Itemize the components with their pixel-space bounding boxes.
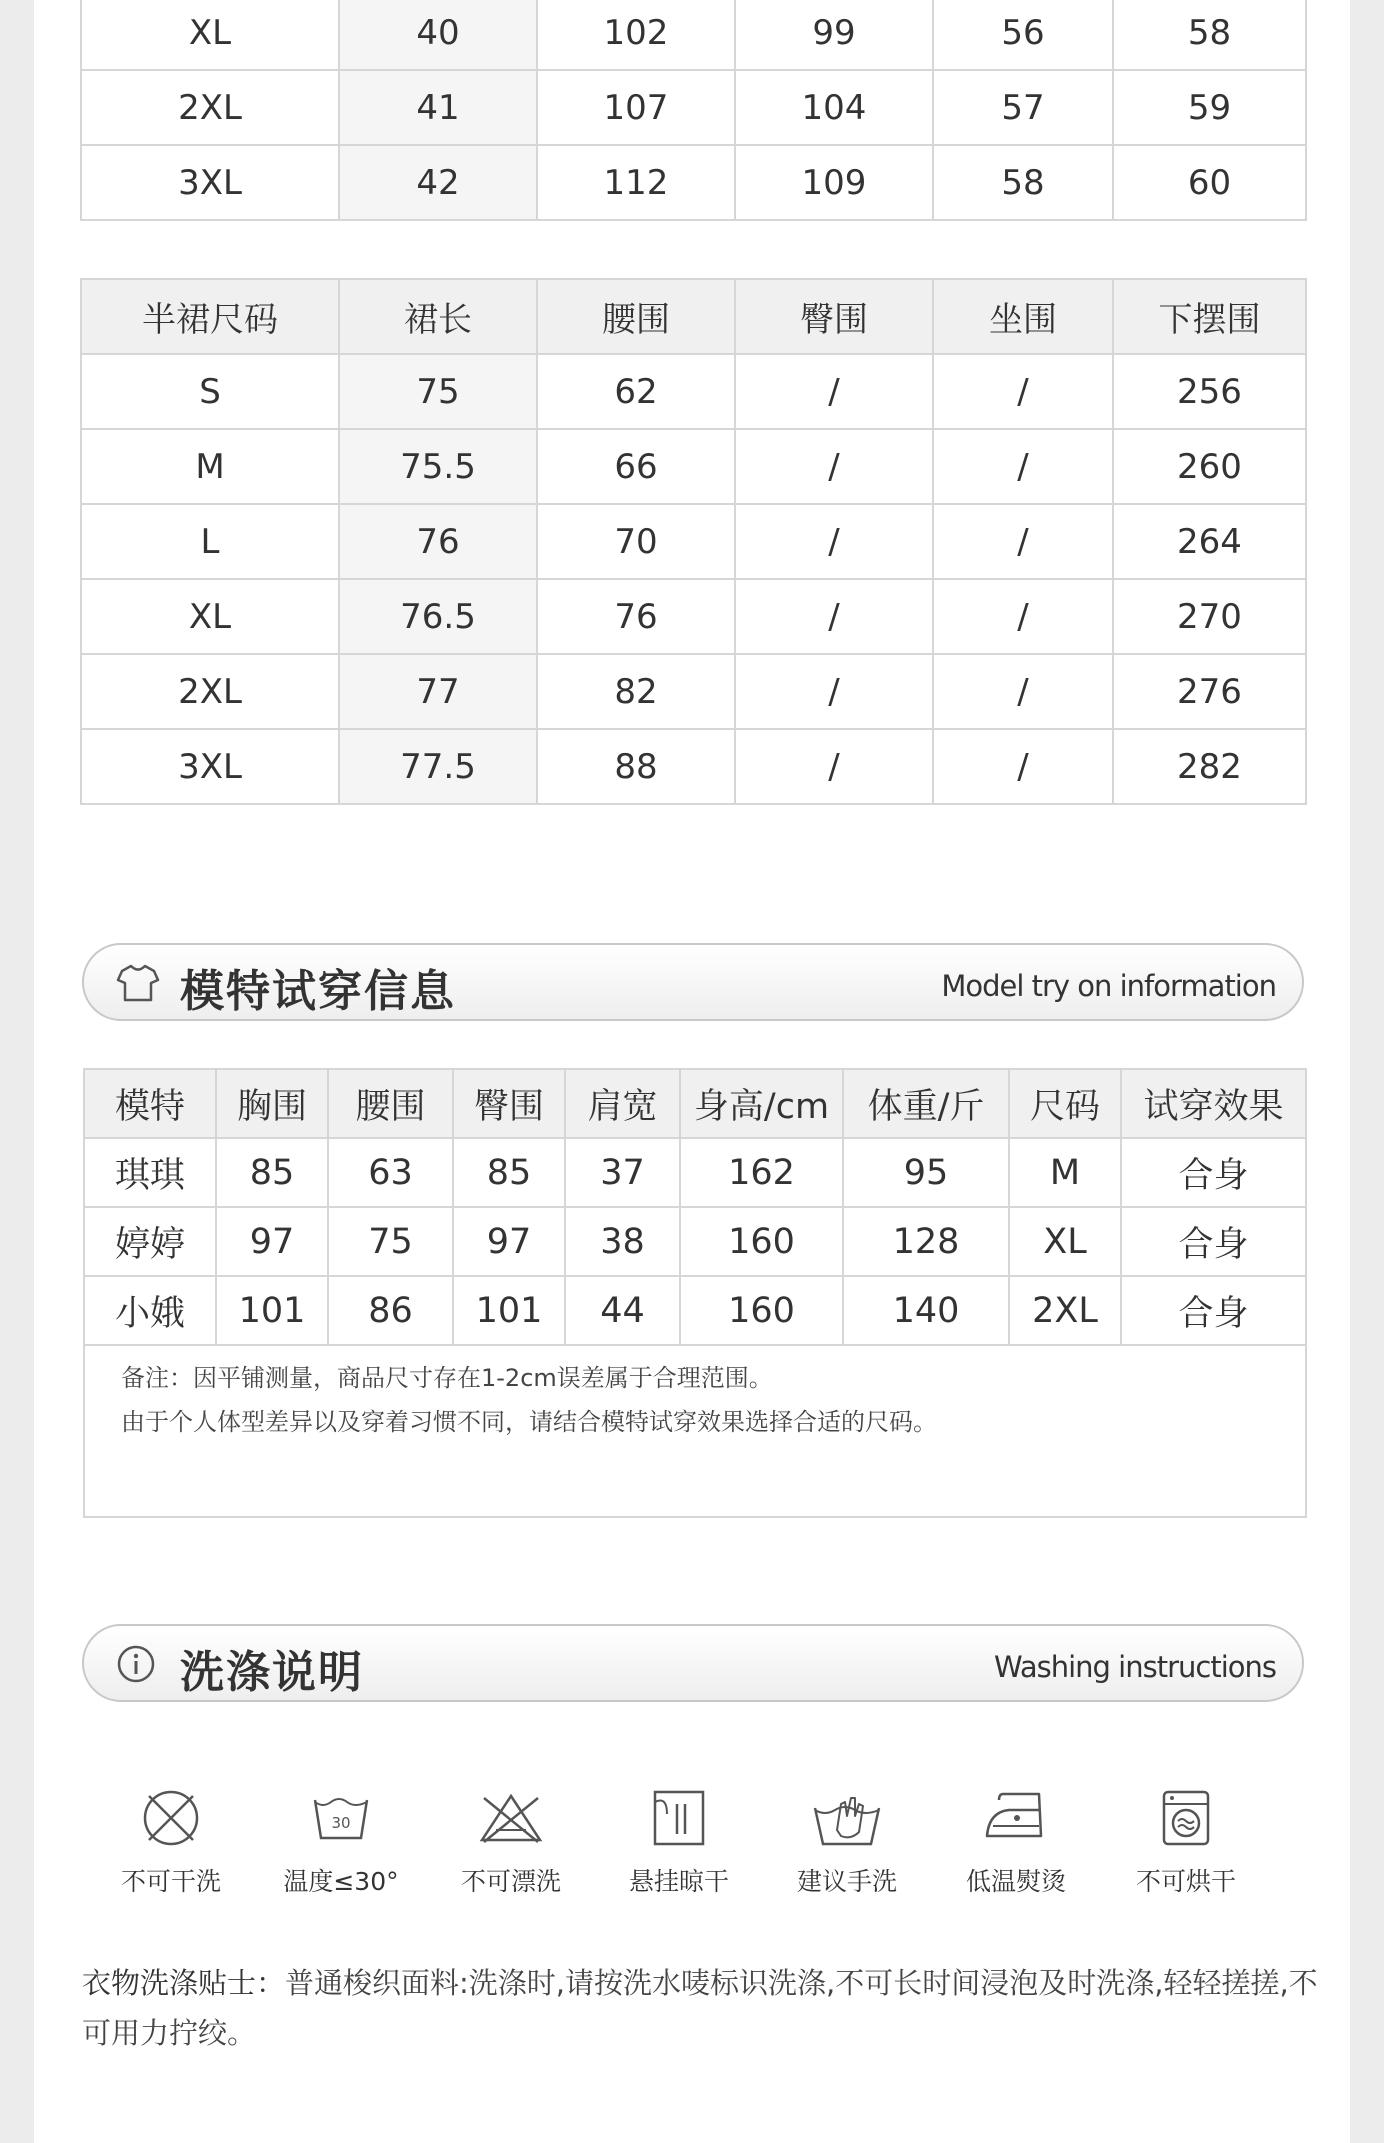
table-cell: 160 [680,1207,843,1276]
table-cell: 77 [339,654,537,729]
product-detail-page [34,0,1350,2143]
table-cell: XL [1009,1207,1121,1276]
table-cell: 42 [339,145,537,220]
column-header: 模特 [84,1069,216,1138]
no-tumble-dry-icon [1154,1786,1218,1850]
size-cell: 2XL [81,70,339,145]
model-info-banner [82,943,1304,1021]
size-cell: 2XL [81,654,339,729]
care-item [96,1786,246,1898]
table-cell: / [933,654,1113,729]
table-cell: 270 [1113,579,1306,654]
table-row [81,579,1306,654]
table-cell: 97 [216,1207,328,1276]
size-cell: 3XL [81,145,339,220]
table-cell: 101 [453,1276,565,1345]
model-name-cell: 婷婷 [84,1207,216,1276]
table-cell: 合身 [1121,1207,1306,1276]
care-item [266,1786,416,1898]
table-cell: 58 [933,145,1113,220]
table-cell: 58 [1113,0,1306,70]
care-label: 不可干洗 [120,1867,221,1896]
table-cell: 162 [680,1138,843,1207]
table-cell: 85 [216,1138,328,1207]
table-cell: 38 [565,1207,680,1276]
table-cell: 57 [933,70,1113,145]
section-subtitle: Model try on information [941,969,1276,1003]
column-header: 身高/cm [680,1069,843,1138]
size-note [84,1345,1306,1517]
table-cell: 76 [339,504,537,579]
table-cell: 59 [1113,70,1306,145]
column-header: 试穿效果 [1121,1069,1306,1138]
table-cell: / [933,429,1113,504]
table-cell: / [933,579,1113,654]
size-table-top [80,0,1307,221]
table-cell: 276 [1113,654,1306,729]
size-cell: S [81,354,339,429]
note-line: 由于个人体型差异以及穿着习惯不同，请结合模特试穿效果选择合适的尺码。 [121,1408,937,1436]
care-label: 低温熨烫 [965,1867,1066,1896]
column-header: 臀围 [735,279,933,354]
table-cell: M [1009,1138,1121,1207]
table-cell: 104 [735,70,933,145]
size-cell: M [81,429,339,504]
table-cell: 107 [537,70,735,145]
section-title: 模特试穿信息 [180,966,456,1017]
section-subtitle: Washing instructions [994,1650,1276,1684]
wash-tip [82,1958,1342,2058]
care-label: 建议手洗 [796,1867,897,1896]
table-row [81,354,1306,429]
table-row [81,654,1306,729]
care-item [772,1786,922,1898]
model-name-cell: 琪琪 [84,1138,216,1207]
no-dry-clean-icon [139,1786,203,1850]
column-header: 坐围 [933,279,1113,354]
care-item [604,1786,754,1898]
low-iron-icon [981,1786,1051,1850]
shirt-icon [116,963,160,1007]
table-row [81,145,1306,220]
table-header-row [81,279,1306,354]
table-cell: 76 [537,579,735,654]
table-cell: 75 [328,1207,453,1276]
table-cell: 75 [339,354,537,429]
table-cell: 99 [735,0,933,70]
column-header: 裙长 [339,279,537,354]
info-icon [116,1644,156,1688]
table-cell: 101 [216,1276,328,1345]
care-label: 悬挂晾干 [628,1867,729,1896]
table-cell: 56 [933,0,1113,70]
table-cell: 66 [537,429,735,504]
table-cell: 77.5 [339,729,537,804]
model-name-cell: 小娥 [84,1276,216,1345]
care-item [436,1786,586,1898]
table-row [84,1276,1306,1345]
column-header: 腰围 [537,279,735,354]
note-row [84,1345,1306,1517]
care-label: 温度≤30° [283,1867,399,1896]
table-row [81,504,1306,579]
wash-30-icon [309,1786,373,1850]
table-cell: 62 [537,354,735,429]
table-cell: 97 [453,1207,565,1276]
column-header: 下摆围 [1113,279,1306,354]
column-header: 腰围 [328,1069,453,1138]
table-cell: 76.5 [339,579,537,654]
model-try-on-table [83,1068,1307,1518]
table-cell: 2XL [1009,1276,1121,1345]
table-cell: 260 [1113,429,1306,504]
column-header: 半裙尺码 [81,279,339,354]
no-bleach-icon [476,1786,546,1850]
table-cell: / [933,354,1113,429]
table-cell: / [735,354,933,429]
table-cell: 合身 [1121,1138,1306,1207]
table-cell: 86 [328,1276,453,1345]
hand-wash-icon [811,1786,883,1850]
note-line: 备注：因平铺测量，商品尺寸存在1-2cm误差属于合理范围。 [121,1364,773,1392]
care-item [1111,1786,1261,1898]
table-cell: / [735,654,933,729]
table-cell: / [735,429,933,504]
table-cell: / [933,504,1113,579]
table-cell: 88 [537,729,735,804]
table-cell: 264 [1113,504,1306,579]
table-cell: 256 [1113,354,1306,429]
table-cell: 160 [680,1276,843,1345]
skirt-size-table [80,278,1307,805]
table-cell: / [735,504,933,579]
table-cell: 63 [328,1138,453,1207]
table-row [84,1207,1306,1276]
care-icons-row [96,1786,1296,1906]
table-cell: 60 [1113,145,1306,220]
column-header: 肩宽 [565,1069,680,1138]
table-cell: / [933,729,1113,804]
column-header: 胸围 [216,1069,328,1138]
table-cell: 75.5 [339,429,537,504]
table-cell: 128 [843,1207,1009,1276]
size-cell: 3XL [81,729,339,804]
care-item [941,1786,1091,1898]
table-row [81,0,1306,70]
care-label: 不可漂洗 [460,1867,561,1896]
wash-tip-label: 衣物洗涤贴士： [82,1966,286,2000]
column-header: 尺码 [1009,1069,1121,1138]
table-cell: / [735,729,933,804]
table-header-row [84,1069,1306,1138]
wash-temp: 30 [331,1814,351,1832]
table-cell: 102 [537,0,735,70]
table-row [81,729,1306,804]
table-cell: 85 [453,1138,565,1207]
table-cell: 41 [339,70,537,145]
table-cell: 282 [1113,729,1306,804]
table-cell: 140 [843,1276,1009,1345]
column-header: 臀围 [453,1069,565,1138]
care-label: 不可烘干 [1135,1867,1236,1896]
size-cell: XL [81,579,339,654]
table-cell: 95 [843,1138,1009,1207]
washing-banner [82,1624,1304,1702]
table-cell: 合身 [1121,1276,1306,1345]
table-row [81,70,1306,145]
section-title: 洗涤说明 [180,1647,364,1698]
size-cell: L [81,504,339,579]
table-cell: 82 [537,654,735,729]
table-cell: 109 [735,145,933,220]
table-cell: 112 [537,145,735,220]
table-cell: 70 [537,504,735,579]
table-cell: 37 [565,1138,680,1207]
table-row [81,429,1306,504]
table-row [84,1138,1306,1207]
table-cell: 40 [339,0,537,70]
size-cell: XL [81,0,339,70]
column-header: 体重/斤 [843,1069,1009,1138]
table-cell: / [735,579,933,654]
hang-dry-icon [647,1786,711,1850]
wash-tip-text: 普通梭织面料:洗涤时,请按洗水唛标识洗涤,不可长时间浸泡及时洗涤,轻轻搓搓,不可用力拧绞。 [82,1966,1318,2050]
table-cell: 44 [565,1276,680,1345]
